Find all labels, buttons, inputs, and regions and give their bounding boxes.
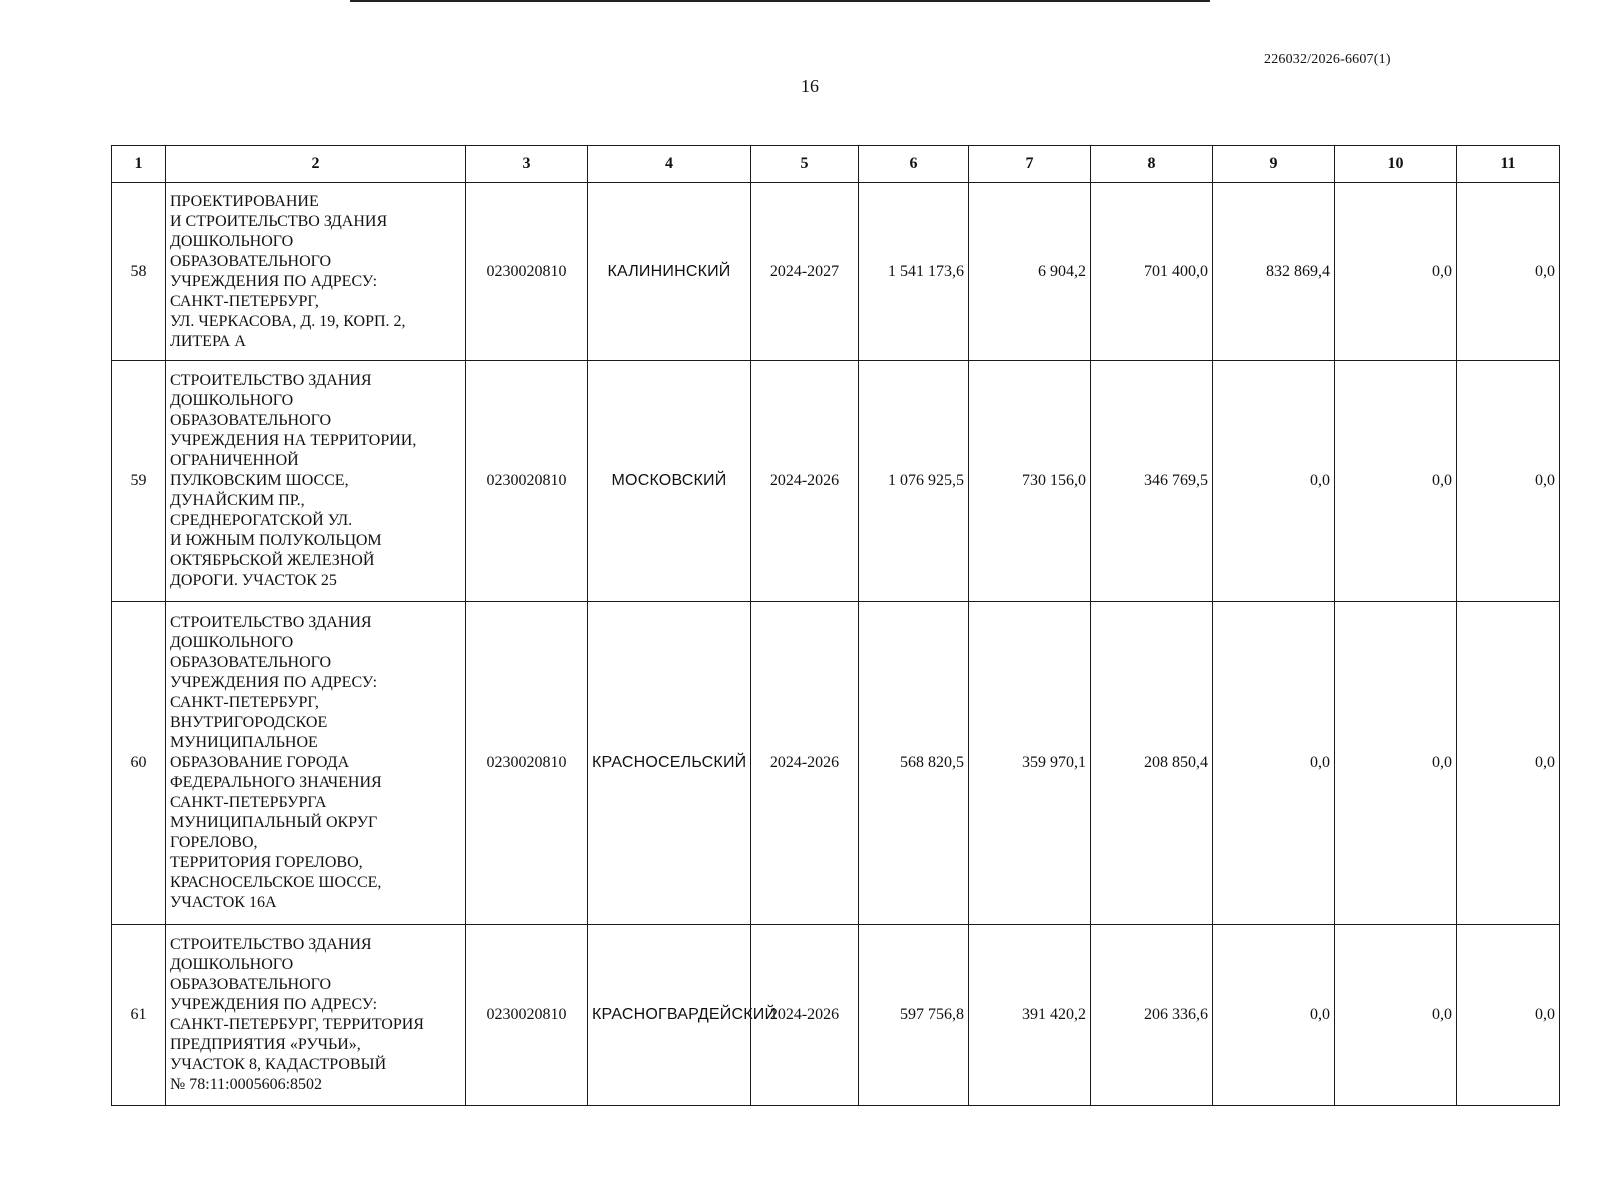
value-col9: 832 869,4 (1213, 183, 1335, 361)
value-col10: 0,0 (1335, 925, 1457, 1106)
value-col11: 0,0 (1457, 361, 1560, 602)
object-name-line: ПРЕДПРИЯТИЯ «РУЧЬИ», (170, 1036, 361, 1053)
object-name-line: ДОШКОЛЬНОГО (170, 956, 294, 973)
object-name-line: УЧРЕЖДЕНИЯ ПО АДРЕСУ: (170, 272, 378, 290)
district: КРАСНОСЕЛЬСКИЙ (588, 602, 751, 925)
row-number: 61 (112, 925, 166, 1106)
value-col10: 0,0 (1335, 361, 1457, 602)
value-col6: 568 820,5 (859, 602, 969, 925)
object-name-line: ДОРОГИ. УЧАСТОК 25 (170, 572, 337, 589)
value-col7: 359 970,1 (969, 602, 1091, 925)
budget-code: 0230020810 (466, 183, 588, 361)
object-name-line: ОБРАЗОВАТЕЛЬНОГО (170, 252, 332, 270)
object-name (166, 602, 466, 925)
object-name-line: И ЮЖНЫМ ПОЛУКОЛЬЦОМ (170, 532, 382, 549)
value-col9: 0,0 (1213, 602, 1335, 925)
value-col7: 6 904,2 (969, 183, 1091, 361)
object-name-line: СТРОИТЕЛЬСТВО ЗДАНИЯ (170, 372, 372, 389)
value-col6: 1 076 925,5 (859, 361, 969, 602)
object-name-line: САНКТ-ПЕТЕРБУРГ, (170, 694, 319, 711)
scan-top-edge-line (350, 0, 1210, 2)
object-name-line: ФЕДЕРАЛЬНОГО ЗНАЧЕНИЯ (170, 774, 382, 791)
object-name-line: ЛИТЕРА А (170, 332, 246, 350)
column-header: 8 (1091, 146, 1213, 183)
object-name-line: ДОШКОЛЬНОГО (170, 392, 294, 409)
object-name-line: ОБРАЗОВАТЕЛЬНОГО (170, 976, 332, 993)
value-col11: 0,0 (1457, 925, 1560, 1106)
object-name-line: САНКТ-ПЕТЕРБУРГ, ТЕРРИТОРИЯ (170, 1016, 424, 1033)
object-name-line: ПРОЕКТИРОВАНИЕ (170, 192, 319, 210)
row-number: 59 (112, 361, 166, 602)
row-number: 60 (112, 602, 166, 925)
period: 2024-2026 (751, 925, 859, 1106)
object-name-line: УЧРЕЖДЕНИЯ НА ТЕРРИТОРИИ, (170, 432, 417, 449)
object-name (166, 361, 466, 602)
row-number: 58 (112, 183, 166, 361)
object-name-line: ДОШКОЛЬНОГО (170, 232, 294, 250)
district: КАЛИНИНСКИЙ (588, 183, 751, 361)
object-name-line: ВНУТРИГОРОДСКОЕ (170, 714, 328, 731)
object-name-line: УЧРЕЖДЕНИЯ ПО АДРЕСУ: (170, 674, 378, 691)
table-row (112, 183, 1560, 361)
table-row (112, 925, 1560, 1106)
registry-table (111, 145, 1560, 1106)
value-col8: 346 769,5 (1091, 361, 1213, 602)
object-name-line: ОКТЯБРЬСКОЙ ЖЕЛЕЗНОЙ (170, 552, 375, 569)
object-name (166, 183, 466, 361)
object-name-line: СТРОИТЕЛЬСТВО ЗДАНИЯ (170, 936, 372, 953)
district: КРАСНОГВАРДЕЙСКИЙ (588, 925, 751, 1106)
value-col7: 391 420,2 (969, 925, 1091, 1106)
object-name-line: МУНИЦИПАЛЬНОЕ (170, 734, 318, 751)
period: 2024-2026 (751, 602, 859, 925)
object-name-line: № 78:11:0005606:8502 (170, 1076, 323, 1093)
column-header: 11 (1457, 146, 1560, 183)
table-row (112, 361, 1560, 602)
object-name-line: ОБРАЗОВАТЕЛЬНОГО (170, 654, 332, 671)
budget-code: 0230020810 (466, 361, 588, 602)
object-name-line: СТРОИТЕЛЬСТВО ЗДАНИЯ (170, 614, 372, 631)
object-name-line: И СТРОИТЕЛЬСТВО ЗДАНИЯ (170, 212, 388, 230)
object-name-line: ОГРАНИЧЕННОЙ (170, 452, 299, 469)
value-col9: 0,0 (1213, 925, 1335, 1106)
value-col7: 730 156,0 (969, 361, 1091, 602)
object-name-line: УЧРЕЖДЕНИЯ ПО АДРЕСУ: (170, 996, 378, 1013)
period: 2024-2027 (751, 183, 859, 361)
column-header: 10 (1335, 146, 1457, 183)
table-row (112, 602, 1560, 925)
column-header: 1 (112, 146, 166, 183)
object-name-line: СРЕДНЕРОГАТСКОЙ УЛ. (170, 512, 353, 529)
object-name-line: МУНИЦИПАЛЬНЫЙ ОКРУГ (170, 814, 378, 831)
value-col6: 597 756,8 (859, 925, 969, 1106)
value-col10: 0,0 (1335, 602, 1457, 925)
object-name-line: ДУНАЙСКИМ ПР., (170, 492, 305, 509)
value-col8: 206 336,6 (1091, 925, 1213, 1106)
object-name-line: ПУЛКОВСКИМ ШОССЕ, (170, 472, 349, 489)
value-col8: 701 400,0 (1091, 183, 1213, 361)
value-col6: 1 541 173,6 (859, 183, 969, 361)
object-name-line: УЧАСТОК 16А (170, 894, 277, 911)
budget-code: 0230020810 (466, 602, 588, 925)
value-col11: 0,0 (1457, 602, 1560, 925)
column-header: 7 (969, 146, 1091, 183)
object-name (166, 925, 466, 1106)
object-name-line: ОБРАЗОВАНИЕ ГОРОДА (170, 754, 350, 771)
object-name-line: УЛ. ЧЕРКАСОВА, Д. 19, КОРП. 2, (170, 312, 406, 330)
value-col9: 0,0 (1213, 361, 1335, 602)
object-name-line: УЧАСТОК 8, КАДАСТРОВЫЙ (170, 1056, 387, 1073)
column-header: 6 (859, 146, 969, 183)
period: 2024-2026 (751, 361, 859, 602)
object-name-line: САНКТ-ПЕТЕРБУРГА (170, 794, 327, 811)
column-header: 5 (751, 146, 859, 183)
value-col11: 0,0 (1457, 183, 1560, 361)
column-number-header-row (112, 146, 1560, 183)
column-header: 4 (588, 146, 751, 183)
budget-code: 0230020810 (466, 925, 588, 1106)
object-name-line: ДОШКОЛЬНОГО (170, 634, 294, 651)
object-name-line: КРАСНОСЕЛЬСКОЕ ШОССЕ, (170, 874, 382, 891)
column-header: 3 (466, 146, 588, 183)
column-header: 2 (166, 146, 466, 183)
object-name-line: ГОРЕЛОВО, (170, 834, 258, 851)
document-registration-number: 226032/2026-6607(1) (1264, 52, 1391, 67)
object-name-line: ОБРАЗОВАТЕЛЬНОГО (170, 412, 332, 429)
value-col8: 208 850,4 (1091, 602, 1213, 925)
value-col10: 0,0 (1335, 183, 1457, 361)
district: МОСКОВСКИЙ (588, 361, 751, 602)
object-name-line: САНКТ-ПЕТЕРБУРГ, (170, 292, 319, 310)
page-number: 16 (801, 76, 819, 96)
object-name-line: ТЕРРИТОРИЯ ГОРЕЛОВО, (170, 854, 363, 871)
column-header: 9 (1213, 146, 1335, 183)
